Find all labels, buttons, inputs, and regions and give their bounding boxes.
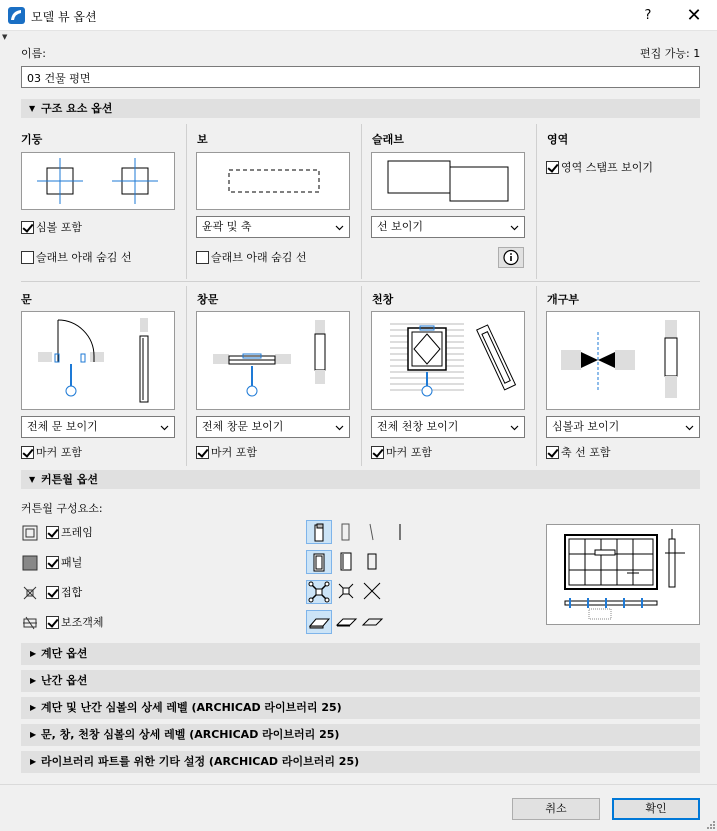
info-icon — [499, 248, 523, 267]
accessory-simple-icon — [334, 610, 358, 632]
columns-hidden-below-slab-checkbox[interactable] — [21, 251, 132, 265]
slabs-display-dropdown[interactable] — [371, 216, 525, 238]
opening-symbol-icon — [547, 312, 699, 409]
chevron-down-icon — [685, 423, 694, 432]
windows-display-dropdown[interactable] — [196, 416, 350, 438]
column-symbol-icon — [22, 153, 174, 209]
beams-title: 보 — [197, 133, 208, 146]
frame-full-icon — [307, 521, 331, 543]
stair-railing-detail-section[interactable] — [21, 697, 700, 719]
stair-options-section[interactable] — [21, 643, 700, 665]
curtainwall-options-header[interactable] — [21, 470, 700, 489]
collapsed-arrow-icon: ▶ — [30, 730, 37, 739]
checkbox-label: 슬래브 아래 숨김 선 — [211, 251, 307, 264]
opening-detail-section[interactable] — [21, 724, 700, 746]
checkbox[interactable] — [21, 446, 34, 459]
beams-preview — [196, 152, 350, 210]
title-bar — [0, 0, 717, 31]
section-title: 문, 창, 천창 심볼의 상세 레벨 (ARCHICAD 라이브러리 25) — [41, 728, 340, 741]
openings-display-dropdown[interactable] — [546, 416, 700, 438]
divider — [21, 281, 700, 282]
divider — [186, 286, 187, 466]
frame-icon — [22, 525, 38, 541]
curtainwall-preview — [546, 524, 700, 625]
slabs-title: 슬래브 — [372, 133, 404, 146]
columns-title: 기둥 — [21, 133, 43, 146]
ok-button[interactable]: 확인 — [612, 798, 700, 820]
beams-hidden-below-slab-checkbox[interactable] — [196, 251, 307, 265]
checkbox-label: 슬래브 아래 숨김 선 — [36, 251, 132, 264]
dropdown-value: 심볼과 보이기 — [552, 420, 620, 433]
curtainwall-symbol-icon — [547, 525, 699, 624]
panel-style-simple-button[interactable] — [334, 550, 360, 574]
corner-marker-icon: ▼ — [2, 33, 8, 41]
door-symbol-icon — [22, 312, 174, 409]
checkbox-label: 마커 포함 — [211, 446, 258, 459]
close-button[interactable]: ✕ — [686, 5, 702, 26]
junction-style-simple-button[interactable] — [334, 580, 360, 604]
dropdown-value: 윤곽 및 축 — [202, 220, 252, 233]
name-field[interactable]: 03 건물 평면 — [21, 66, 700, 88]
slab-symbol-icon — [372, 153, 524, 209]
expand-arrow-icon: ▼ — [29, 475, 36, 484]
checkbox-label: 영역 스탬프 보이기 — [561, 161, 654, 174]
accessory-checkbox[interactable] — [46, 616, 104, 630]
collapsed-arrow-icon: ▶ — [30, 676, 37, 685]
columns-preview — [21, 152, 175, 210]
section-title: 계단 옵션 — [41, 647, 88, 660]
structural-options-header[interactable] — [21, 99, 700, 118]
section-title: 계단 및 난간 심볼의 상세 레벨 (ARCHICAD 라이브러리 25) — [41, 701, 342, 714]
checkbox-label: 심볼 포함 — [36, 221, 83, 234]
skylights-marker-checkbox[interactable] — [371, 446, 432, 460]
checkbox-label: 프레임 — [61, 526, 93, 539]
doors-display-dropdown[interactable] — [21, 416, 175, 438]
checkbox[interactable] — [21, 221, 34, 234]
junction-lines-icon — [360, 580, 384, 602]
beam-symbol-icon — [197, 153, 349, 209]
railing-options-section[interactable] — [21, 670, 700, 692]
accessory-full-icon — [307, 611, 331, 633]
frame-checkbox[interactable] — [46, 526, 93, 540]
openings-preview — [546, 311, 700, 410]
divider — [536, 124, 537, 279]
doors-preview — [21, 311, 175, 410]
checkbox-label: 마커 포함 — [36, 446, 83, 459]
accessory-style-outline-button[interactable] — [360, 610, 386, 634]
checkbox[interactable] — [546, 161, 559, 174]
checkbox[interactable] — [196, 446, 209, 459]
junction-simple-icon — [334, 580, 358, 602]
section-title: 커튼월 옵션 — [41, 473, 98, 486]
panel-full-icon — [307, 551, 331, 573]
divider — [361, 124, 362, 279]
panel-icon — [22, 555, 38, 571]
checkbox-label: 축 선 포함 — [561, 446, 611, 459]
divider — [186, 124, 187, 279]
openings-axis-checkbox[interactable] — [546, 446, 611, 460]
doors-marker-checkbox[interactable] — [21, 446, 82, 460]
curtainwall-components-label: 커튼월 구성요소: — [21, 502, 103, 515]
skylights-title: 천창 — [372, 293, 394, 306]
zones-title: 영역 — [547, 133, 569, 146]
junction-full-icon — [307, 581, 331, 603]
frame-style-line-button[interactable] — [360, 520, 386, 544]
checkbox[interactable] — [46, 526, 59, 539]
zones-show-stamp-checkbox[interactable] — [546, 161, 653, 175]
junction-style-lines-button[interactable] — [360, 580, 386, 604]
accessory-style-full-button[interactable] — [306, 610, 332, 634]
checkbox[interactable] — [46, 616, 59, 629]
windows-marker-checkbox[interactable] — [196, 446, 257, 460]
skylights-preview — [371, 311, 525, 410]
dropdown-value: 선 보이기 — [377, 220, 424, 233]
chevron-down-icon — [160, 423, 169, 432]
checkbox-label: 보조객체 — [61, 616, 104, 629]
section-title: 라이브러리 파트를 위한 기타 설정 (ARCHICAD 라이브러리 25) — [41, 755, 360, 768]
checkbox[interactable] — [21, 251, 34, 264]
collapsed-arrow-icon: ▶ — [30, 649, 37, 658]
panel-simple-icon — [334, 550, 358, 572]
windows-preview — [196, 311, 350, 410]
window-title: 모델 뷰 옵션 — [31, 10, 97, 24]
panel-style-full-button[interactable] — [306, 550, 332, 574]
checkbox[interactable] — [196, 251, 209, 264]
divider — [361, 286, 362, 466]
frame-thin-icon — [388, 520, 412, 542]
skylights-display-dropdown[interactable] — [371, 416, 525, 438]
checkbox-label: 접합 — [61, 586, 83, 599]
archicad-app-icon — [8, 7, 25, 24]
section-title: 난간 옵션 — [41, 674, 88, 687]
checkbox-label: 마커 포함 — [386, 446, 433, 459]
chevron-down-icon — [510, 423, 519, 432]
doors-title: 문 — [21, 293, 32, 306]
junction-checkbox[interactable] — [46, 586, 82, 600]
frame-style-thin-button[interactable] — [388, 520, 414, 544]
junction-icon — [22, 585, 38, 601]
frame-style-simple-button[interactable] — [334, 520, 360, 544]
chevron-down-icon — [335, 423, 344, 432]
slabs-preview — [371, 152, 525, 210]
collapsed-arrow-icon: ▶ — [30, 757, 37, 766]
junction-style-full-button[interactable] — [306, 580, 332, 604]
panel-checkbox[interactable] — [46, 556, 82, 570]
chevron-down-icon — [510, 223, 519, 232]
skylight-symbol-icon — [372, 312, 524, 409]
edit-count: 편집 가능: 1 — [640, 47, 701, 60]
name-label: 이름: — [21, 47, 46, 60]
panel-style-outline-button[interactable] — [360, 550, 386, 574]
window-symbol-icon — [197, 312, 349, 409]
openings-title: 개구부 — [547, 293, 579, 306]
cancel-button[interactable]: 취소 — [512, 798, 600, 820]
divider — [536, 286, 537, 466]
checkbox[interactable] — [371, 446, 384, 459]
help-button[interactable]: ? — [644, 8, 652, 23]
dropdown-value: 전체 천창 보이기 — [377, 420, 459, 433]
collapsed-arrow-icon: ▶ — [30, 703, 37, 712]
beams-display-dropdown[interactable] — [196, 216, 350, 238]
frame-style-full-button[interactable] — [306, 520, 332, 544]
slab-info-button[interactable] — [498, 247, 524, 268]
frame-line-icon — [360, 520, 384, 542]
columns-show-symbol-checkbox[interactable] — [21, 221, 82, 235]
chevron-down-icon — [335, 223, 344, 232]
panel-outline-icon — [360, 550, 384, 572]
library-other-settings-section[interactable] — [21, 751, 700, 773]
checkbox[interactable] — [546, 446, 559, 459]
frame-simple-icon — [334, 520, 358, 542]
accessory-style-simple-button[interactable] — [334, 610, 360, 634]
expand-arrow-icon: ▼ — [29, 104, 36, 113]
checkbox[interactable] — [46, 556, 59, 569]
dropdown-value: 전체 창문 보이기 — [202, 420, 284, 433]
section-title: 구조 요소 옵션 — [41, 102, 113, 115]
checkbox-label: 패널 — [61, 556, 83, 569]
dropdown-value: 전체 문 보이기 — [27, 420, 98, 433]
accessory-icon — [22, 615, 38, 631]
checkbox[interactable] — [46, 586, 59, 599]
windows-title: 창문 — [197, 293, 219, 306]
footer-divider — [0, 784, 717, 785]
accessory-outline-icon — [360, 610, 384, 632]
resize-grip-icon[interactable] — [705, 819, 715, 829]
